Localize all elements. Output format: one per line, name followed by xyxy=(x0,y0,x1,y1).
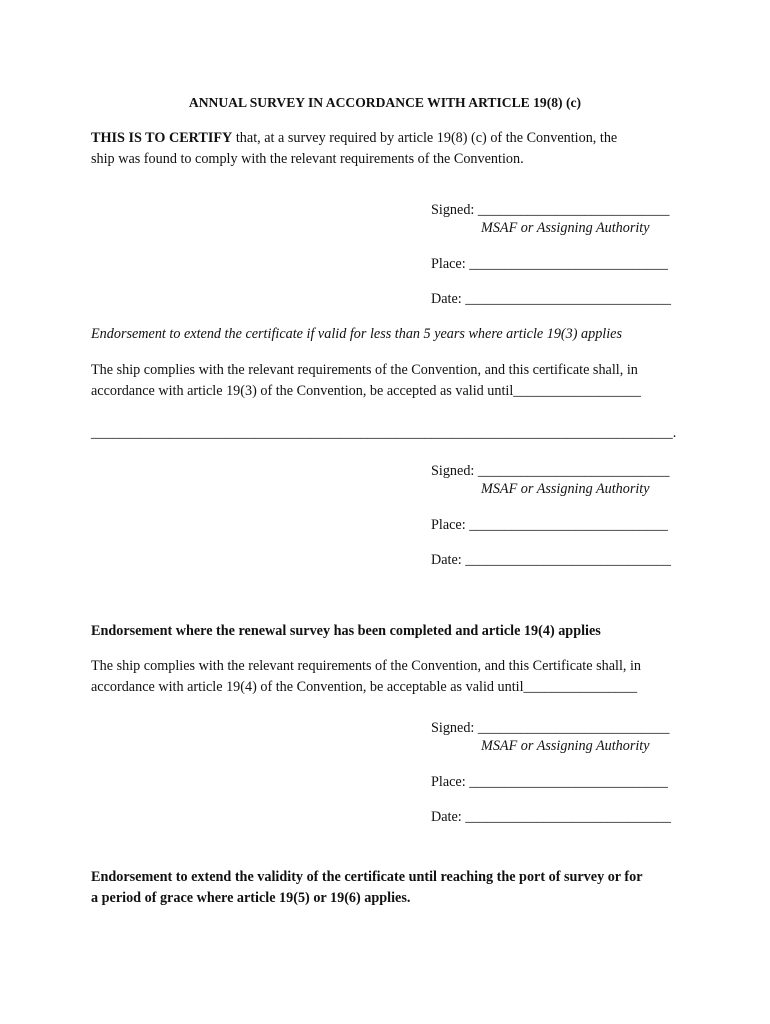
endorsement-port-line-1: Endorsement to extend the validity of the certificate until reaching the port of survey or for xyxy=(91,869,643,885)
date-field-2[interactable]: Date: _____________________________ xyxy=(431,552,671,568)
certify-line-2: ship was found to comply with the relevant requirements of the Convention. xyxy=(91,151,524,167)
signed-field-2[interactable]: Signed: ___________________________ xyxy=(431,463,670,479)
endorsement-renewal-line-1: The ship complies with the relevant requirements of the Convention, and this Certificate shall, in xyxy=(91,658,642,674)
certify-lead: THIS IS TO CERTIFY xyxy=(91,130,233,146)
signed-field-3[interactable]: Signed: ___________________________ xyxy=(431,720,670,736)
place-field-1[interactable]: Place: ____________________________ xyxy=(431,256,668,272)
place-field-3[interactable]: Place: ____________________________ xyxy=(431,774,668,790)
date-field-1[interactable]: Date: _____________________________ xyxy=(431,291,671,307)
endorsement-renewal-paragraph xyxy=(91,656,691,698)
authority-label-3: MSAF or Assigning Authority xyxy=(481,738,650,754)
certify-line-1 xyxy=(91,128,691,149)
signed-field-1[interactable]: Signed: ___________________________ xyxy=(431,202,670,218)
endorsement-extend-line-1: The ship complies with the relevant requirements of the Convention, and this certificate shall, in xyxy=(91,362,638,378)
valid-until-continuation-line[interactable]: __________________________________________________________________________________. xyxy=(91,425,677,441)
endorsement-extend-line-2: accordance with article 19(3) of the Convention, be accepted as valid until__________________ xyxy=(91,383,641,399)
endorsement-renewal-line-2: accordance with article 19(4) of the Convention, be acceptable as valid until________________ xyxy=(91,679,638,695)
certify-paragraph xyxy=(91,128,691,170)
page-title: ANNUAL SURVEY IN ACCORDANCE WITH ARTICLE 19(8) (c) xyxy=(188,95,582,110)
endorsement-port-heading xyxy=(91,867,691,909)
endorsement-extend-paragraph xyxy=(91,360,691,402)
endorsement-port-line-2: a period of grace where article 19(5) or 19(6) applies. xyxy=(91,890,411,906)
endorsement-extend-heading: Endorsement to extend the certificate if valid for less than 5 years where article 19(3) applies xyxy=(91,326,622,342)
authority-label-2: MSAF or Assigning Authority xyxy=(481,481,650,497)
endorsement-renewal-heading: Endorsement where the renewal survey has been completed and article 19(4) applies xyxy=(91,623,601,639)
certify-line-1-text: that, at a survey required by article 19(8) (c) of the Convention, the xyxy=(232,130,618,146)
date-field-3[interactable]: Date: _____________________________ xyxy=(431,809,671,825)
place-field-2[interactable]: Place: ____________________________ xyxy=(431,517,668,533)
authority-label-1: MSAF or Assigning Authority xyxy=(481,220,650,236)
